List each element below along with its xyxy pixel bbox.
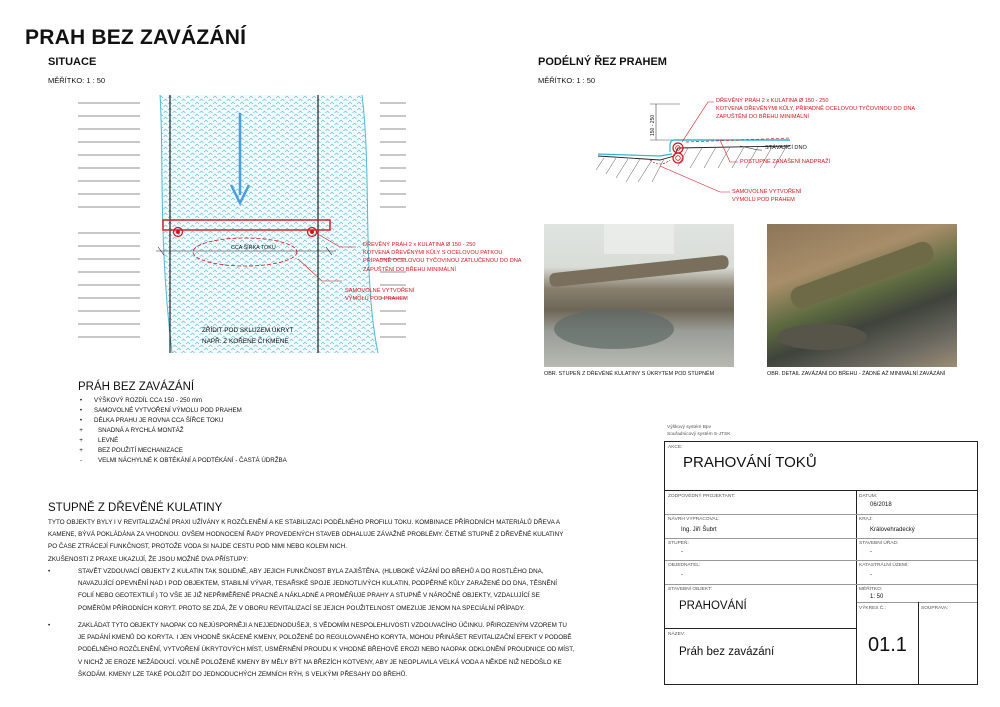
stupne-intro: TYTO OBJEKTY BYLY I V REVITALIZAČNÍ PRAXI UŽÍVÁNY K ROZČLENĚNÍ A KE STABILIZACI PODÉLNÉHO PROFILU TOKU. KOMBINACE PŘÍRODNÍCH MATERIÁLŮ DŘEVA A KAMENE, BÝVÁ POKLÁDÁNA ZA VHODNOU. OVŠEM HODNOCENÍ ŘADY PROVEDENÝCH STAVEB ODHALUJE ZÁVAŽNÉ PROBLÉMY. ČETNÉ STUPNĚ Z DŘEVĚNÉ KULATINY PO ČASE ZTRÁCEJÍ FUNKČNOST, PROTOŽE VODA SI NAJDE CESTU POD NIMI NEBO KOLEM NICH. ZKUŠENOSTI Z PRAXE UKAZUJÍ, ŽE JSOU MOŽNÉ DVA PŘÍSTUPY: [48,519,564,563]
section-note-scour: SAMOVOLNÉ VYTVOŘENÍ VÝMOLU POD PRAHEM [732,189,802,204]
list-item: + BEZ POUŽITÍ MECHANIZACE [79,447,183,454]
page-title: PRAH BEZ ZAVÁZÁNÍ [25,26,247,49]
photo1-caption: OBR. STUPEŇ Z DŘEVĚNÉ KULATINY S ÚKRYTEM POD STUPNĚM [544,371,715,377]
stupne-heading: STUPNĚ Z DŘEVĚNÉ KULATINY [48,502,223,514]
photo-log-step [544,224,734,367]
vykres-number: 01.1 [868,634,907,656]
stavebni-objekt-value: PRAHOVÁNÍ [679,600,747,612]
akce-value: PRAHOVÁNÍ TOKŮ [683,454,817,471]
list-item: • VÝŠKOVÝ ROZDÍL CCA 150 - 250 mm [79,397,203,404]
podelny-scale: MĚŘÍTKO: 1 : 50 [538,76,596,85]
situace-note-shelter: ZŘÍDIT POD SKLUZEM ÚKRYT NAPŘ. Z KOŘENE ČI KMENE [202,327,294,345]
list-item: • DÉLKA PRAHU JE ROVNA CCA ŠÍŘCE TOKU [79,417,224,424]
prah-list [76,396,287,466]
section-zanaseni: POSTUPNÉ ZANÁŠENÍ NADPRAŽÍ [740,159,831,165]
photo-bank-detail [767,224,957,367]
podelny-title: PODÉLNÝ ŘEZ PRAHEM [538,56,667,68]
prah-heading: PRÁH BEZ ZAVÁZÁNÍ [78,381,195,393]
list-item: + LEVNÉ [79,437,119,444]
section-stavajici-dno: STÁVAJÍCÍ DNO [765,145,807,151]
situace-title: SITUACE [48,56,97,68]
list-item: + SNADNÁ A RYCHLÁ MONTÁŽ [79,427,184,434]
stupne-bullet-2: • ZAKLÁDAT TYTO OBJEKTY NAOPAK CO NEJÚSPORNĚJI A NEJJEDNODUŠEJI, S VĚDOMÍM NESPOLEHLIVOSTI VZDOUVACÍHO ÚČINKU. PŘIROZENÝM VZOREM TU JE PADÁNÍ KMENŮ DO KORYTA. I JEN VHODNĚ SKÁCENÉ KMENY, POLOŽENÉ DO REGULOVANÉHO KORYTA, MOHOU PŘINÁŠET REVITALIZAČNÍ EFEKT V PODOBĚ PODÉLNÉHO ROZČLENĚNÍ, VYTVOŘENÍ ÚKRYTOVÝCH MÍST, USMĚRNĚNÍ PROUDU K VHODNÉ BŘEHOVÉ EROZI NEBO NAOPAK ODKLONĚNÍ PROUDNICE OD MÍST, V NICHŽ JE EROZE NEŽÁDOUCÍ. VOLNĚ POLOŽENÉ KMENY BY MĚLY BÝT NA BŘEZÍCH KOTVENY, ABY JE NEOPLAVILA VELKÁ VODA A NĚKDE NIŽ NEDOŠLO KE ŠKODÁM. KMENY LZE TAKÉ POLOŽIT DO JEDNODUCHÝCH ZEMNÍCH RÝH, S VELKÝMI PŘESAHY DO BŘEHŮ. [48,622,575,678]
list-item: - VELMI NÁCHYLNÉ K OBTÉKÁNÍ A PODTÉKÁNÍ - ČASTÁ ÚDRŽBA [79,457,287,464]
coordinate-systems: Výškový systém Bpv Souřadnicový systém S-JTSK [667,425,731,437]
nazev-value: Práh bez zavázání [679,646,775,658]
situace-note-scour: SAMOVOLNÉ VYTVOŘENÍ VÝMOLU POD PRAHEM [345,288,415,303]
situace-drawing [60,95,460,353]
list-item: • SAMOVOLNÉ VYTVOŘENÍ VÝMOLU POD PRAHEM [79,407,242,414]
situace-note-threshold: DŘEVĚNÝ PRÁH 2 x KULATINA Ø 150 - 250 KOTVENÁ DŘEVĚNÝMI KŮLY S OCELOVOU PATKOU PŘÍPADNĚ OCELOVOU TYČOVINOU ZATLUČENOU DO DNA ZAPUŠTĚNÍ DO BŘEHU MINIMÁLNÍ [363,242,522,273]
title-block: AKCE: PRAHOVÁNÍ TOKŮ ZODPOVĚDNÝ PROJEKTANT: DATUM: 06/2018 NÁVRH VYPRACOVAL: Ing. Jiří Šubrt KRAJ: Královehradecký STUPEŇ: - STAVEBNÍ ÚŘAD: - OBJEDNATEL: - KATASTRÁLNÍ ÚZEMÍ: - STAVEBNÍ OBJEKT: PRAHOVÁNÍ MĚŘÍTKO: 1: 50 VÝKRES Č.: SOUPRAVA: 01.1 NÁZEV: Práh bez zavázání [664,441,978,685]
stupne-bullet-1: • STAVĚT VZDOUVACÍ OBJEKTY Z KULATIN TAK SOLIDNĚ, ABY JEJICH FUNKČNOST BYLA ZAJIŠTĚNA. (HLUBOKÉ VÁZÁNÍ DO BŘEHŮ A DO ROSTLÉHO DNA, NAVAZUJÍCÍ OPEVNĚNÍ NAD I POD OBJEKTEM, STABILNÍ VÝVAR, TESAŘSKÉ SPOJE JEDNOTLIVÝCH KULATIN, PODPĚRNÉ KŮLY ZARAŽENÉ DO DNA, TĚSNĚNÍ FOLIÍ NEBO GEOTEXTILIÍ ) TO VŠE JE JIŽ NEPŘIMĚŘENĚ PRACNÉ A NÁKLADNÉ A PROMĚŇUJE PRAHY A STUPNĚ V NÁROČNÉ OBJEKTY, VZDALUJÍCÍ SE POMĚRŮM PŘÍRODNÍCH KORYT. PROTO SE ZDÁ, ŽE V OBORU REVITALIZACÍ SE JEJICH POUŽITELNOST OMEZUJE JENOM NA SPECIÁLNÍ PŘÍPADY. [48,568,558,612]
situace-scale: MĚŘÍTKO: 1 : 50 [48,76,106,85]
photo2-caption: OBR. DETAIL ZAVÁZÁNÍ DO BŘEHU - ŽÁDNÉ AŽ MINIMÁLNÍ ZAVÁZÁNÍ [767,371,946,377]
flow-width-label: CCA ŠÍŘKA TOKU [231,245,276,251]
section-note-threshold: DŘEVĚNÝ PRÁH 2 x KULATINA Ø 150 - 250 KOTVENÁ DŘEVĚNÝMI KŮLY, PŘÍPADNĚ OCELOVOU TYČOVINOU DO DNA ZAPUŠTĚNÍ DO BŘEHU MINIMÁLNÍ [716,98,916,121]
